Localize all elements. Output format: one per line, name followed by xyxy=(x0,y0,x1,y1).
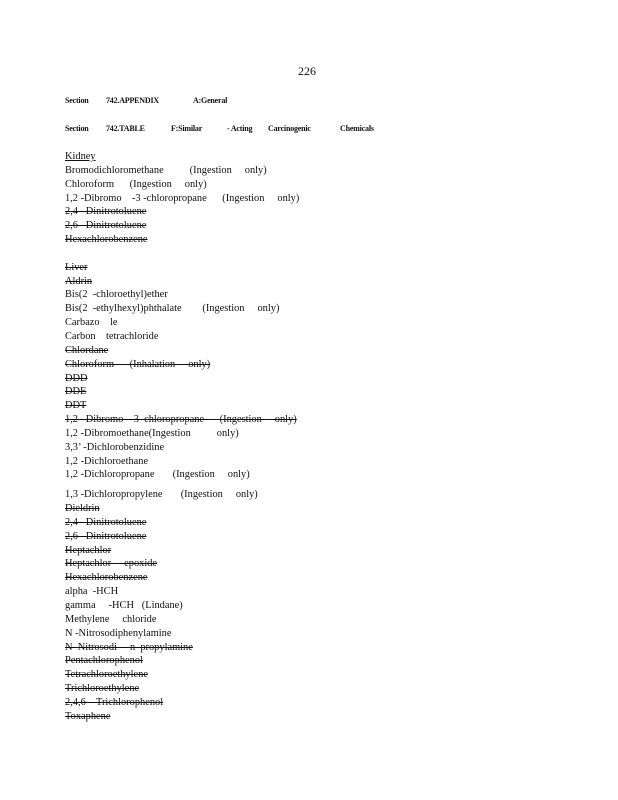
list-item: N Nitrosodi n propylamine xyxy=(65,641,193,653)
list-item: Tetrachloroethylene xyxy=(65,669,148,681)
list-item: 1,2 -Dibromo -3 -chloropropane (Ingestion only) xyxy=(65,192,300,204)
list-item: Toxaphene xyxy=(65,710,111,722)
list-item: Bis(2 -chloroethyl)ether xyxy=(65,289,168,301)
list-item: Bis(2 -ethylhexyl)phthalate (Ingestion only) xyxy=(65,303,280,315)
list-item: 2,6 Dinitrotoluene xyxy=(65,530,147,542)
header-col-carcinogenic: Carcinogenic xyxy=(268,124,311,133)
list-item: Carbazo le xyxy=(65,317,118,329)
list-item: 2,4 Dinitrotoluene xyxy=(65,206,147,218)
header-title: A:General xyxy=(193,96,228,105)
list-item: Dieldrin xyxy=(65,503,100,515)
list-item xyxy=(65,247,299,261)
list-item: 2,4 Dinitrotoluene xyxy=(65,516,147,528)
list-item: gamma -HCH (Lindane) xyxy=(65,600,183,611)
list-item: Trichloroethylene xyxy=(65,683,140,695)
list-item: DDD xyxy=(65,372,88,384)
header-col-chemicals: Chemicals xyxy=(340,124,374,133)
header-part-label: 742.TABLE xyxy=(106,124,145,133)
list-item: Chloroform (Ingestion only) xyxy=(65,178,207,190)
list-item: Heptachlor xyxy=(65,544,112,556)
header-col-acting: - Acting xyxy=(227,124,253,133)
page-number: 226 xyxy=(298,64,316,78)
list-heading: Kidney xyxy=(65,151,96,162)
list-item: N -Nitrosodiphenylamine xyxy=(65,627,172,639)
list-item: Methylene chloride xyxy=(65,613,157,625)
chemical-list xyxy=(65,150,299,724)
list-item: Hexachlorobenzene xyxy=(65,572,148,584)
header-col-similar: F:Similar xyxy=(171,124,203,133)
list-item: Carbon tetrachloride xyxy=(65,330,159,342)
header-section-label: Section xyxy=(65,124,89,133)
header-section-label: Section xyxy=(65,96,89,105)
list-item: Pentachlorophenol xyxy=(65,655,143,667)
list-item: 1,3 -Dichloropropylene (Ingestion only) xyxy=(65,489,258,501)
header-part-label: 742.APPENDIX xyxy=(106,96,159,105)
list-item: Hexachlorobenzene xyxy=(65,234,148,246)
list-item: Chlordane xyxy=(65,344,109,356)
list-item: 1,2 -Dibromoethane(Ingestion only) xyxy=(65,427,239,439)
list-item: Bromodichloromethane (Ingestion only) xyxy=(65,164,267,176)
list-item: DDT xyxy=(65,400,87,412)
list-item: 3,3’ -Dichlorobenzidine xyxy=(65,441,165,453)
list-item: 1,2 -Dichloropropane (Ingestion only) xyxy=(65,469,250,481)
list-item: DDE xyxy=(65,386,87,398)
list-item: 2,4,6 Trichlorophenol xyxy=(65,696,164,708)
list-item: 1,2 -Dichloroethane xyxy=(65,455,149,467)
list-item: Liver xyxy=(65,261,88,273)
list-item: Chloroform (Inhalation only) xyxy=(65,358,211,370)
list-item: 2,6 Dinitrotoluene xyxy=(65,220,147,232)
list-item: Aldrin xyxy=(65,275,93,287)
list-item: alpha -HCH xyxy=(65,586,119,598)
list-item: 1,2 Dibromo 3 chloropropane (Ingestion only) xyxy=(65,414,297,426)
list-item: Heptachlor epoxide xyxy=(65,558,158,570)
